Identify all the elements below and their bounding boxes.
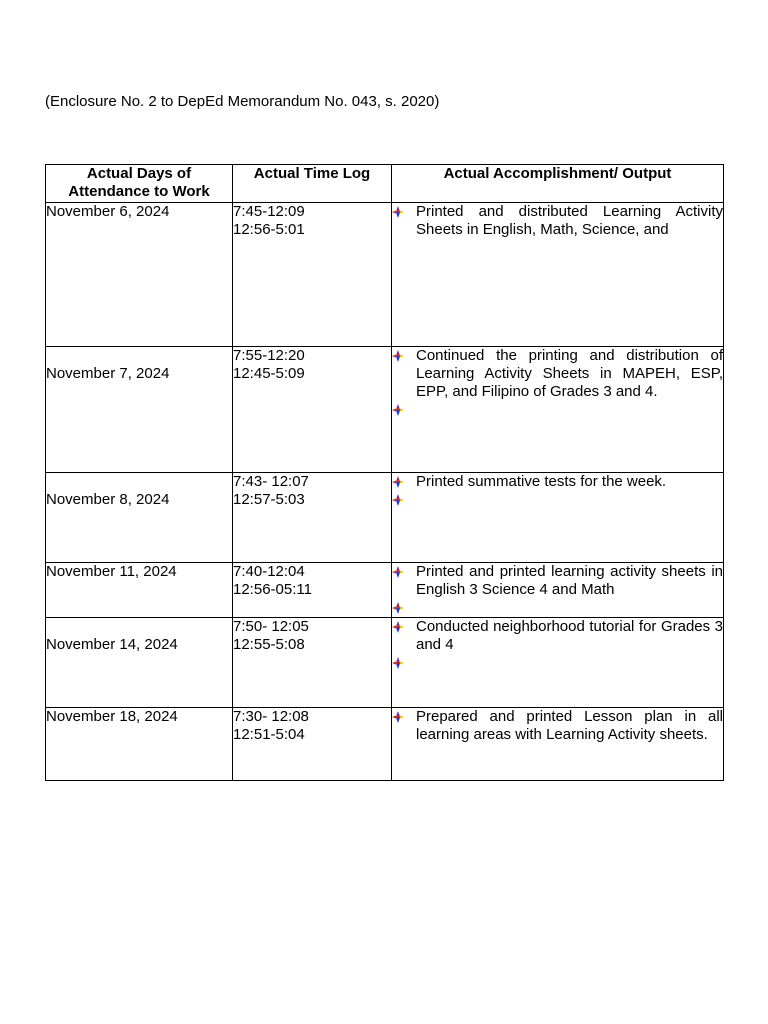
accomplishment-item [392, 203, 723, 239]
header-actual-days: Actual Days of Attendance to Work [46, 165, 233, 203]
four-color-arrow-bullet-icon [392, 494, 404, 506]
time-log-cell [233, 708, 392, 781]
afternoon-time-log: 12:45-5:09 [233, 365, 305, 382]
table-row [46, 618, 724, 708]
attendance-date-cell [46, 563, 233, 618]
accomplishment-item [392, 618, 723, 654]
attendance-date: November 6, 2024 [46, 203, 170, 220]
accomplishment-item [392, 473, 723, 491]
morning-time-log: 7:40-12:04 [233, 563, 305, 580]
table-row [46, 203, 724, 347]
attendance-date: November 14, 2024 [46, 636, 178, 653]
accomplishment-item [392, 491, 723, 509]
accomplishment-text: Prepared and printed Lesson plan in all learning areas with Learning Activity sheets. [416, 708, 723, 743]
table-row [46, 347, 724, 473]
attendance-date-cell [46, 347, 233, 473]
afternoon-time-log: 12:56-05:11 [233, 581, 312, 598]
accomplishment-text: Continued the printing and distribution of Learning Activity Sheets in MAPEH, ESP, EPP, and Filipino of Grades 3 and 4. [416, 347, 723, 400]
time-log-cell [233, 347, 392, 473]
accomplishment-item [392, 708, 723, 744]
four-color-arrow-bullet-icon [392, 350, 404, 362]
accomplishment-text: Conducted neighborhood tutorial for Grades 3 and 4 [416, 618, 723, 653]
four-color-arrow-bullet-icon [392, 602, 404, 614]
afternoon-time-log: 12:57-5:03 [233, 491, 305, 508]
four-color-arrow-bullet-icon [392, 404, 404, 416]
attendance-date: November 8, 2024 [46, 491, 170, 508]
time-log-cell [233, 563, 392, 618]
accomplishment-text: Printed and distributed Learning Activity Sheets in English, Math, Science, and [416, 203, 723, 238]
four-color-arrow-bullet-icon [392, 206, 404, 218]
table-header-row [46, 165, 724, 203]
accomplishment-cell [392, 563, 724, 618]
accomplishment-item [392, 347, 723, 401]
accomplishment-cell [392, 708, 724, 781]
afternoon-time-log: 12:56-5:01 [233, 221, 305, 238]
accomplishment-item [392, 563, 723, 599]
attendance-date: November 18, 2024 [46, 708, 178, 725]
afternoon-time-log: 12:51-5:04 [233, 726, 305, 743]
four-color-arrow-bullet-icon [392, 711, 404, 723]
table-row [46, 708, 724, 781]
accomplishment-text: Printed summative tests for the week. [416, 473, 667, 490]
table-row [46, 473, 724, 563]
accomplishment-cell [392, 618, 724, 708]
afternoon-time-log: 12:55-5:08 [233, 636, 305, 653]
header-actual-time-log: Actual Time Log [233, 165, 392, 203]
accomplishment-item [392, 401, 723, 419]
table-row [46, 563, 724, 618]
accomplishment-item [392, 599, 723, 617]
four-color-arrow-bullet-icon [392, 566, 404, 578]
attendance-date-cell [46, 473, 233, 563]
attendance-date: November 7, 2024 [46, 365, 170, 382]
time-log-cell [233, 203, 392, 347]
accomplishment-cell [392, 347, 724, 473]
morning-time-log: 7:45-12:09 [233, 203, 305, 220]
morning-time-log: 7:30- 12:08 [233, 708, 309, 725]
attendance-log-table [45, 164, 724, 781]
time-log-cell [233, 473, 392, 563]
morning-time-log: 7:55-12:20 [233, 347, 305, 364]
attendance-date-cell [46, 203, 233, 347]
attendance-date-cell [46, 618, 233, 708]
four-color-arrow-bullet-icon [392, 476, 404, 488]
enclosure-reference: (Enclosure No. 2 to DepEd Memorandum No. 043, s. 2020) [45, 93, 440, 110]
time-log-cell [233, 618, 392, 708]
four-color-arrow-bullet-icon [392, 657, 404, 669]
accomplishment-text: Printed and printed learning activity sheets in English 3 Science 4 and Math [416, 563, 723, 598]
accomplishment-item [392, 654, 723, 672]
accomplishment-cell [392, 473, 724, 563]
header-actual-accomplishment: Actual Accomplishment/ Output [392, 165, 724, 203]
accomplishment-cell [392, 203, 724, 347]
four-color-arrow-bullet-icon [392, 621, 404, 633]
morning-time-log: 7:43- 12:07 [233, 473, 309, 490]
attendance-date: November 11, 2024 [46, 563, 177, 580]
attendance-date-cell [46, 708, 233, 781]
morning-time-log: 7:50- 12:05 [233, 618, 309, 635]
